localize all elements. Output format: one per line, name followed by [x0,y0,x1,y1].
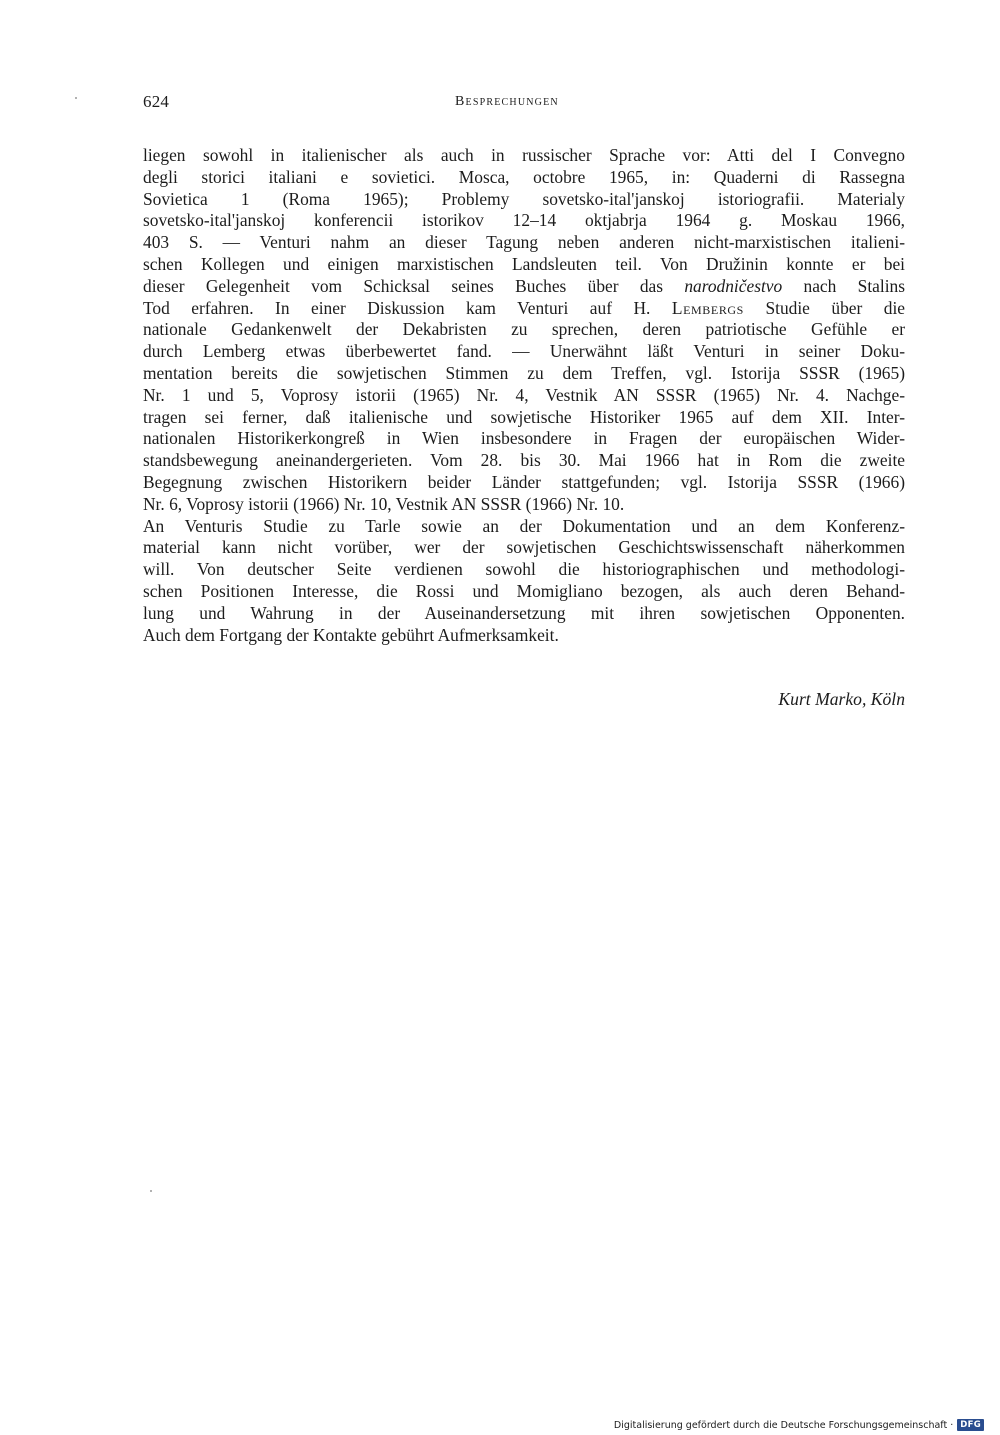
text-line: schen Kollegen und einigen marxistischen Landsleuten teil. Von Družinin konnte er bei [143,253,905,274]
text-fragment: Tod erfahren. In einer Diskussion kam Venturi auf H. [143,297,672,318]
text-line: Nr. 1 und 5, Voprosy istorii (1965) Nr. 4, Vestnik AN SSSR (1965) Nr. 4. Nachge- [143,384,905,405]
text-line: will. Von deutscher Seite verdienen sowohl die historiographischen und methodologi- [143,559,905,580]
scan-speck [75,97,77,99]
review-body [143,145,905,646]
text-fragment: dieser Gelegenheit vom Schicksal seines Buches über das [143,275,685,296]
text-line [143,276,905,298]
text-line: nationale Gedankenwelt der Dekabristen zu sprechen, deren patriotische Gefühle er [143,319,905,340]
text-line: sovetsko-ital'janskoj konferencii istorikov 12–14 oktjabrja 1964 g. Moskau 1966, [143,210,905,231]
page-number: 624 [143,92,170,111]
text-line: lung und Wahrung in der Auseinandersetzung mit ihren sowjetischen Opponenten. [143,602,905,623]
text-line: durch Lemberg etwas überbewertet fand. — Unerwähnt läßt Venturi in seiner Doku- [143,341,905,362]
footer-text: Digitalisierung gefördert durch die Deutsche Forschungsgemeinschaft · [613,1419,954,1431]
text-line: Nr. 6, Voprosy istorii (1966) Nr. 10, Vestnik AN SSSR (1966) Nr. 10. [143,493,625,514]
running-head: Besprechungen [455,94,559,109]
text-line: Sovietica 1 (Roma 1965); Problemy sovetsko-ital'janskoj istoriografii. Materialy [143,188,905,209]
text-line: Begegnung zwischen Historikern beider Länder stattgefunden; vgl. Istorija SSSR (1966) [143,471,905,492]
scan-speck [150,1190,152,1192]
text-line: standsbewegung aneinandergerieten. Vom 28. bis 30. Mai 1966 hat in Rom die zweite [143,450,905,471]
text-line: mentation bereits die sowjetischen Stimmen zu dem Treffen, vgl. Istorija SSSR (1965) [143,362,905,383]
text-line [143,298,905,320]
text-line: nationalen Historikerkongreß in Wien insbesondere in Fragen der europäischen Wider- [143,428,905,449]
reviewer-signature: Kurt Marko, Köln [778,689,905,709]
text-line: tragen sei ferner, daß italienische und sowjetische Historiker 1965 auf dem XII. Inter- [143,406,905,427]
author-name-smallcaps: Lembergs [671,297,744,318]
text-fragment: nach Stalins [782,275,906,296]
text-line: schen Positionen Interesse, die Rossi und Momigliano bezogen, als auch deren Behand- [143,580,905,601]
text-line: liegen sowohl in italienischer als auch in russischer Sprache vor: Atti del I Convegno [143,145,905,165]
digitization-footer [614,1419,984,1431]
dfg-logo: DFG [957,1419,984,1431]
italic-term: narodničestvo [684,275,783,296]
text-line: material kann nicht vorüber, wer der sowjetischen Geschichtswissenschaft näherkommen [143,537,905,558]
text-line: Auch dem Fortgang der Kontakte gebührt Aufmerksamkeit. [143,624,559,645]
text-fragment: Studie über die [743,297,905,318]
text-line: An Venturis Studie zu Tarle sowie an der Dokumentation und an dem Konferenz- [143,515,905,536]
text-line: 403 S. — Venturi nahm an dieser Tagung neben anderen nicht-marxistischen italieni- [143,232,905,253]
text-line: degli storici italiani e sovietici. Mosca, octobre 1965, in: Quaderni di Rassegna [143,166,905,187]
